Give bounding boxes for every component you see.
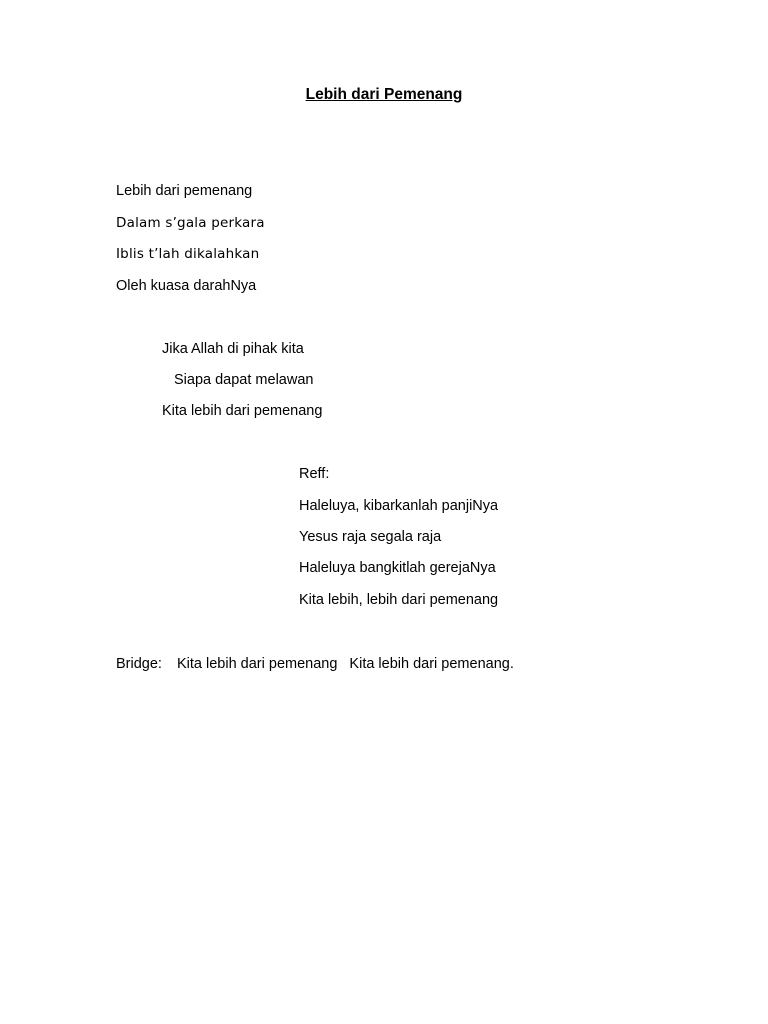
chorus-line-1: Jika Allah di pihak kita — [162, 341, 304, 357]
verse-line-3: Iblis t’lah dikalahkan — [116, 246, 260, 262]
verse-line-1: Lebih dari pemenang — [116, 183, 253, 199]
bridge-line — [116, 654, 514, 674]
reff-line-4: Kita lebih, lebih dari pemenang — [299, 592, 499, 608]
chorus-line-3: Kita lebih dari pemenang — [162, 403, 323, 419]
chorus-line-2: Siapa dapat melawan — [174, 372, 314, 388]
reff-line-2: Yesus raja segala raja — [299, 529, 442, 545]
bridge-part-2: Kita lebih dari pemenang. — [349, 656, 514, 672]
bridge-label: Bridge: — [116, 656, 162, 672]
bridge-part-1: Kita lebih dari pemenang — [177, 656, 338, 672]
verse-line-2: Dalam s’gala perkara — [116, 215, 265, 231]
verse-line-4: Oleh kuasa darahNya — [116, 278, 257, 294]
song-title: Lebih dari Pemenang — [305, 86, 463, 103]
reff-label: Reff: — [299, 466, 330, 482]
reff-line-1: Haleluya, kibarkanlah panjiNya — [299, 498, 499, 514]
reff-line-3: Haleluya bangkitlah gerejaNya — [299, 560, 496, 576]
